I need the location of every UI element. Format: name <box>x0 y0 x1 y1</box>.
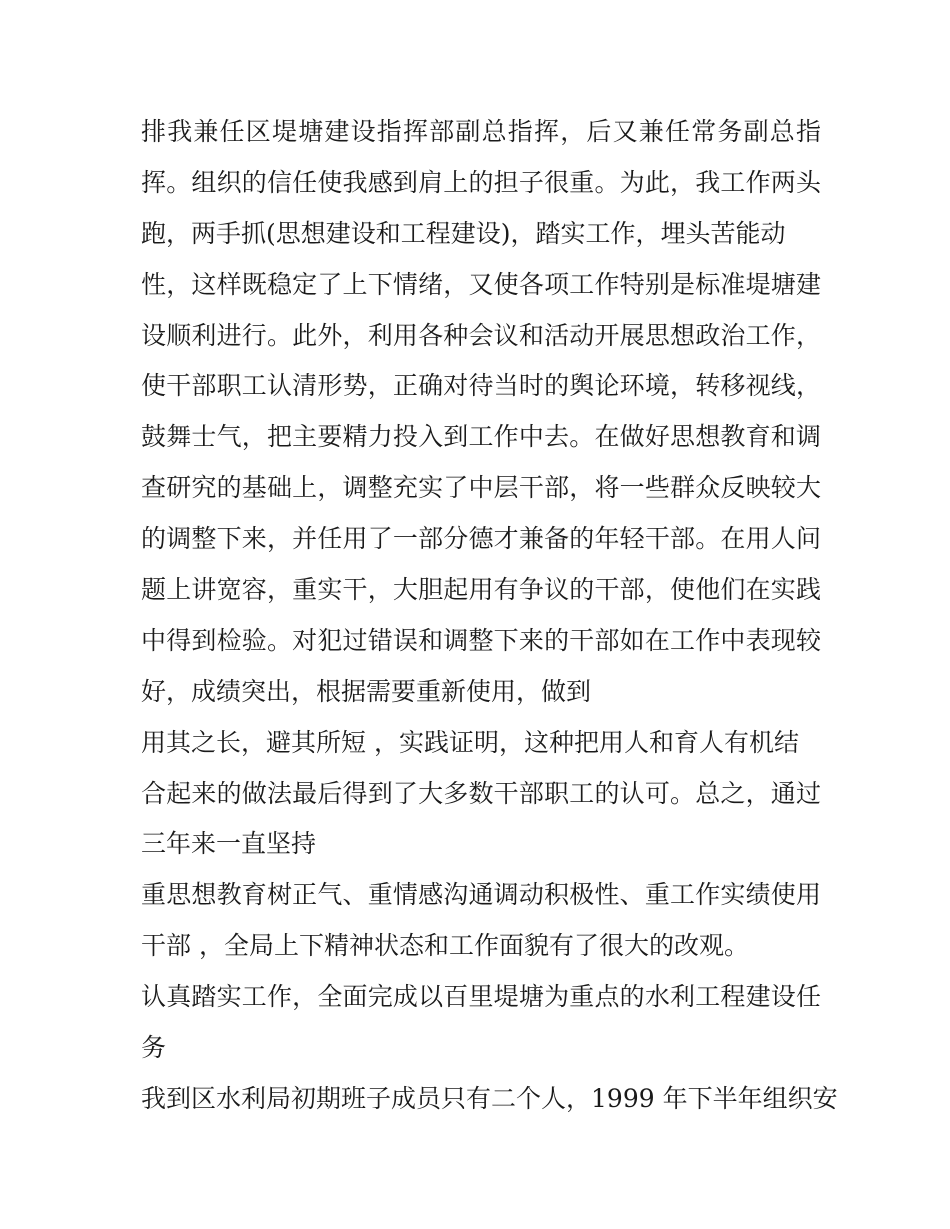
text-line: 的调整下来，并任用了一部分德才兼备的年轻干部。在用人问 <box>141 524 821 554</box>
text-line: 使干部职工认清形势，正确对待当时的舆论环境，转移视线， <box>141 371 821 401</box>
text-line: 跑，两手抓(思想建设和工程建设)，踏实工作，埋头苦能动 <box>141 218 786 248</box>
text-line: 查研究的基础上，调整充实了中层干部，将一些群众反映较大 <box>141 473 821 503</box>
text-line: 合起来的做法最后得到了大多数干部职工的认可。总之，通过 <box>141 778 821 808</box>
text-line: 挥。组织的信任使我感到肩上的担子很重。为此，我工作两头 <box>141 167 821 197</box>
text-line: 干部 ，全局上下精神状态和工作面貌有了很大的改观。 <box>141 931 749 961</box>
text-line: 认真踏实工作，全面完成以百里堤塘为重点的水利工程建设任 <box>141 982 821 1012</box>
text-line: 务 <box>141 1033 167 1063</box>
text-line: 用其之长，避其所短 ，实践证明，这种把用人和育人有机结 <box>141 727 799 757</box>
text-line: 三年来一直坚持 <box>141 829 317 859</box>
text-line: 设顺利进行。此外，利用各种会议和活动开展思想政治工作， <box>141 320 821 350</box>
text-line: 鼓舞士气，把主要精力投入到工作中去。在做好思想教育和调 <box>141 422 821 452</box>
body-text <box>141 107 838 1125</box>
text-line: 好，成绩突出，根据需要重新使用，做到 <box>141 676 592 706</box>
text-line: 题上讲宽容，重实干，大胆起用有争议的干部，使他们在实践 <box>141 575 821 605</box>
text-line: 排我兼任区堤塘建设指挥部副总指挥，后又兼任常务副总指 <box>141 117 821 146</box>
text-line: 中得到检验。对犯过错误和调整下来的干部如在工作中表现较 <box>141 625 821 655</box>
text-line: 性，这样既稳定了上下情绪，又使各项工作特别是标准堤塘建 <box>141 269 821 299</box>
text-line: 重思想教育树正气、重情感沟通调动积极性、重工作实绩使用 <box>141 880 821 910</box>
text-line: 我到区水利局初期班子成员只有二个人，1999 年下半年组织安 <box>141 1083 838 1113</box>
